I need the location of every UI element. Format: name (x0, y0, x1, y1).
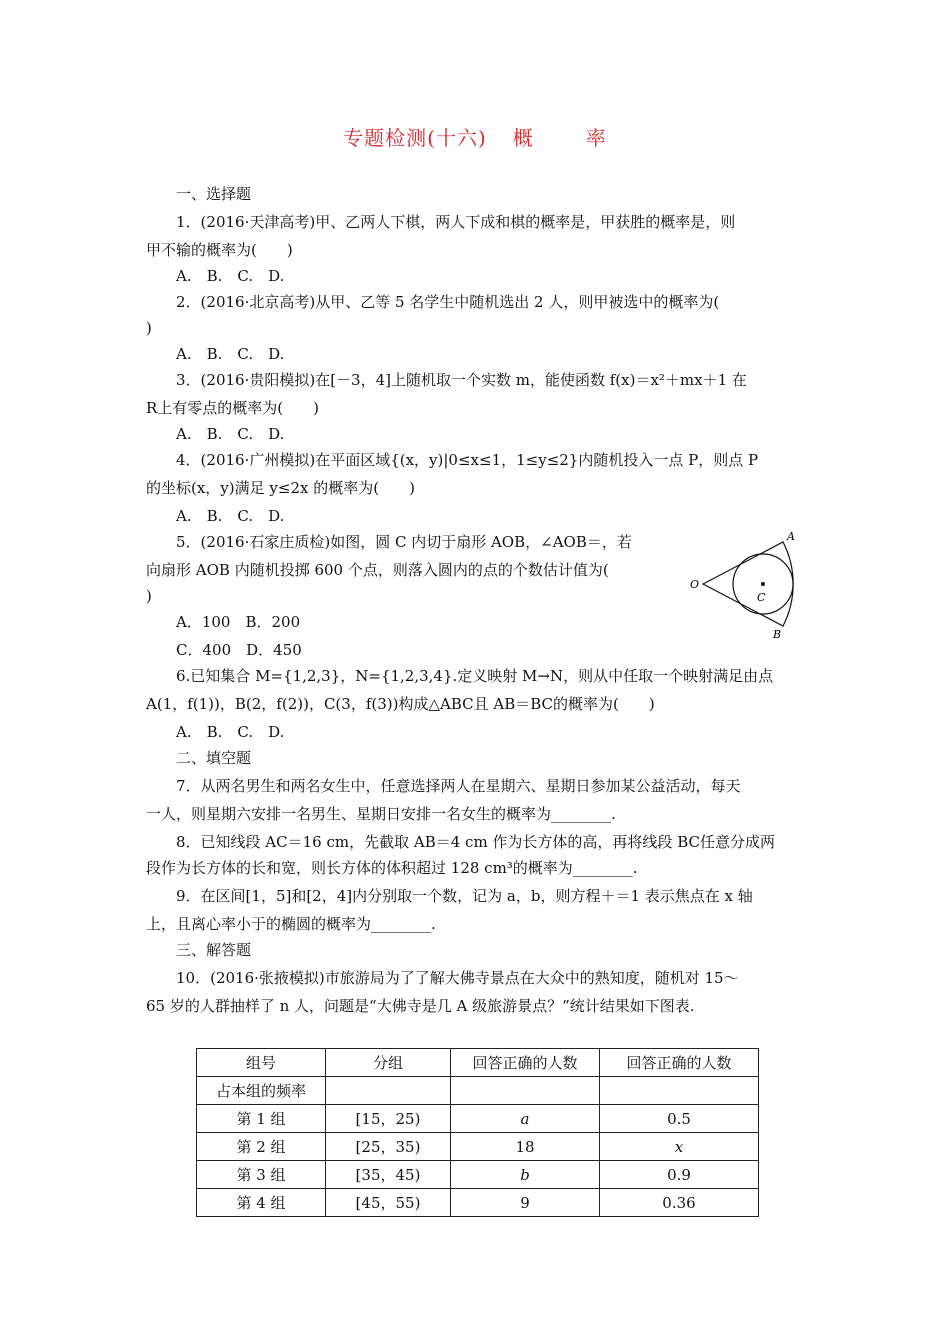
question-line: A(1，f(1))，B(2，f(2))，C(3，f(3))构成△ABC且 AB＝BC的概率为( ) (146, 695, 655, 713)
section-heading: 二、填空题 (176, 749, 252, 767)
question-line: 甲不输的概率为( ) (146, 241, 293, 259)
options-line: C．400 D．450 (176, 641, 302, 659)
options-line: A．100 B．200 (176, 613, 301, 631)
label-o: O (690, 578, 700, 591)
question-line: 1．(2016·天津高考)甲、乙两人下棋，两人下成和棋的概率是，甲获胜的概率是，则 (176, 213, 736, 231)
table-row (197, 1077, 759, 1105)
table-row (197, 1133, 759, 1161)
sector-outline (703, 542, 793, 626)
question-line: ) (146, 319, 152, 337)
table-cell: 回答正确的人数 (451, 1049, 600, 1077)
section-heading: 一、选择题 (176, 185, 252, 203)
label-b: B (773, 628, 782, 640)
table-cell (600, 1133, 759, 1161)
table-cell (600, 1077, 759, 1105)
table-cell (326, 1077, 451, 1105)
table-cell: 0.9 (600, 1161, 759, 1189)
question-line: 65 岁的人群抽样了 n 人，问题是“大佛寺是几 A 级旅游景点？”统计结果如下图表. (146, 997, 695, 1015)
table-cell: 9 (451, 1189, 600, 1217)
question-line: 2．(2016·北京高考)从甲、乙等 5 名学生中随机选出 2 人，则甲被选中的概率为( (176, 293, 720, 311)
table-row (197, 1161, 759, 1189)
table-cell: [35，45) (326, 1161, 451, 1189)
table-cell-var: a (520, 1109, 530, 1128)
question-line: 5．(2016·石家庄质检)如图，圆 C 内切于扇形 AOB，∠AOB＝，若 (176, 533, 632, 551)
question-line: 4．(2016·广州模拟)在平面区域{(x，y)|0≤x≤1，1≤y≤2}内随机投入一点 P，则点 P (176, 451, 759, 469)
table-cell: 第 4 组 (197, 1189, 326, 1217)
table-row (197, 1105, 759, 1133)
question-line: R上有零点的概率为( ) (146, 399, 319, 417)
table-cell: 组号 (197, 1049, 326, 1077)
title-main: 专题检测(十六) (343, 126, 487, 150)
table-cell (451, 1077, 600, 1105)
question-line: 向扇形 AOB 内随机投掷 600 个点，则落入圆内的点的个数估计值为( (146, 561, 609, 579)
question-line: 段作为长方体的长和宽，则长方体的体积超过 128 cm³的概率为________. (146, 859, 638, 877)
options-line: A. B. C. D. (176, 425, 285, 443)
label-a: A (787, 530, 795, 543)
options-line: A. B. C. D. (176, 723, 285, 741)
table-cell: 0.5 (600, 1105, 759, 1133)
title-part2: 率 (585, 126, 607, 150)
options-line: A. B. C. D. (176, 267, 285, 285)
sector-circle-figure (685, 528, 805, 640)
options-line: A. B. C. D. (176, 507, 285, 525)
table-cell: 占本组的频率 (197, 1077, 326, 1105)
table-row (197, 1049, 759, 1077)
table-cell: 0.36 (600, 1189, 759, 1217)
table-cell: [15，25) (326, 1105, 451, 1133)
table-cell: 分组 (326, 1049, 451, 1077)
table-row (197, 1189, 759, 1217)
table-cell-var: x (674, 1137, 684, 1156)
table-cell: [25，35) (326, 1133, 451, 1161)
title-part1: 概 (512, 126, 534, 150)
table-cell (451, 1105, 600, 1133)
center-point (761, 582, 765, 586)
stats-table (196, 1048, 759, 1217)
question-line: 9．在区间[1，5]和[2，4]内分别取一个数，记为 a，b，则方程＋＝1 表示焦点在 x 轴 (176, 887, 753, 905)
section-heading: 三、解答题 (176, 941, 252, 959)
question-line: 的坐标(x，y)满足 y≤2x 的概率为( ) (146, 479, 415, 497)
question-line: 10．(2016·张掖模拟)市旅游局为了了解大佛寺景点在大众中的熟知度，随机对 15～ (176, 969, 739, 987)
question-line: 6.已知集合 M={1,2,3}，N={1,2,3,4}.定义映射 M→N，则从中任取一个映射满足由点 (176, 667, 774, 685)
label-c: C (757, 591, 766, 604)
table-cell: 第 3 组 (197, 1161, 326, 1189)
table-cell (451, 1161, 600, 1189)
table-cell: 18 (451, 1133, 600, 1161)
options-line: A. B. C. D. (176, 345, 285, 363)
question-line: 7．从两名男生和两名女生中，任意选择两人在星期六、星期日参加某公益活动，每天 (176, 777, 741, 795)
page-title (0, 122, 950, 151)
table-cell-var: b (520, 1165, 530, 1184)
question-line: 8．已知线段 AC＝16 cm，先截取 AB＝4 cm 作为长方体的高，再将线段 BC任意分成两 (176, 833, 775, 851)
question-line: ) (146, 587, 152, 605)
question-line: 一人，则星期六安排一名男生、星期日安排一名女生的概率为________. (146, 805, 616, 823)
table-cell: 第 1 组 (197, 1105, 326, 1133)
table-cell: [45，55) (326, 1189, 451, 1217)
question-line: 3．(2016·贵阳模拟)在[－3，4]上随机取一个实数 m，能使函数 f(x)＝x²＋mx＋1 在 (176, 371, 747, 389)
table-cell: 第 2 组 (197, 1133, 326, 1161)
table-cell: 回答正确的人数 (600, 1049, 759, 1077)
question-line: 上，且离心率小于的椭圆的概率为________. (146, 915, 436, 933)
